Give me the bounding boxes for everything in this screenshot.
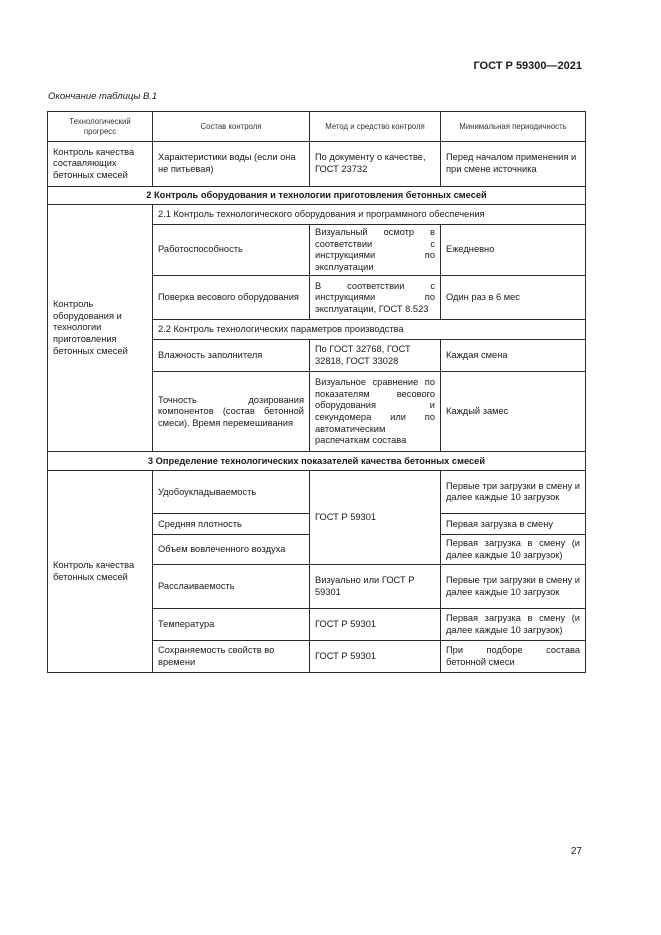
item-cell: Средняя плотность [153,514,310,535]
page-number: 27 [570,846,582,857]
section-title: 3 Определение технологических показателей качества бетонных смесей [48,452,586,471]
item-cell: Температура [153,609,310,641]
method-cell: ГОСТ Р 59301 [310,641,441,673]
period-cell: Первые три загрузки в смену и далее каждые 10 загрузок [441,565,586,609]
item-cell: Объем вовлеченного воздуха [153,535,310,565]
section-row [48,452,586,471]
method-cell: В соответствии с инструкциями по эксплуатации, ГОСТ 8.523 [310,276,441,320]
subsection-title: 2.2 Контроль технологических параметров производства [153,320,586,340]
table-row [48,142,586,187]
subsection-title: 2.1 Контроль технологического оборудования и программного обеспечения [153,205,586,225]
table-row [48,205,586,225]
item-cell: Удобоукладываемость [153,471,310,514]
method-cell: ГОСТ Р 59301 [310,471,441,565]
period-cell: При подборе состава бетонной смеси [441,641,586,673]
item-cell: Поверка весового оборудования [153,276,310,320]
method-cell: Визуальный осмотр в соответствии с инструкциями по эксплуатации [310,225,441,276]
item-cell: Сохраняемость свойств во времени [153,641,310,673]
period-cell: Один раз в 6 мес [441,276,586,320]
method-cell: ГОСТ Р 59301 [310,609,441,641]
item-cell: Характеристики воды (если она не питьевая) [153,142,310,187]
period-cell: Первая загрузка в смену (и далее каждые 10 загрузок) [441,535,586,565]
item-cell: Расслаиваемость [153,565,310,609]
period-cell: Перед началом применения и при смене источника [441,142,586,187]
table-caption: Окончание таблицы В.1 [48,91,158,102]
process-cell: Контроль качества бетонных смесей [48,471,153,673]
control-table [47,111,586,673]
section-title: 2 Контроль оборудования и технологии приготовления бетонных смесей [48,187,586,205]
period-cell: Каждая смена [441,340,586,372]
section-row [48,187,586,205]
item-cell: Работоспособность [153,225,310,276]
period-cell: Первые три загрузки в смену и далее каждые 10 загрузок [441,471,586,514]
period-cell: Первая загрузка в смену (и далее каждые 10 загрузок) [441,609,586,641]
period-cell: Первая загрузка в смену [441,514,586,535]
period-cell: Ежедневно [441,225,586,276]
table-row [48,471,586,514]
method-cell: Визуально или ГОСТ Р 59301 [310,565,441,609]
method-cell: По документу о качестве, ГОСТ 23732 [310,142,441,187]
column-header: Метод и средство контроля [310,112,441,142]
period-cell: Каждый замес [441,372,586,452]
method-cell: Визуальное сравнение по показателям весового оборудования и секундомера или по автоматическим распечаткам состава [310,372,441,452]
process-cell: Контроль оборудования и технологии приготовления бетонных смесей [48,205,153,452]
item-cell: Точность дозирования компонентов (состав бетонной смеси). Время перемешивания [153,372,310,452]
document-standard-number: ГОСТ Р 59300—2021 [473,60,582,72]
column-header: Состав контроля [153,112,310,142]
table-header-row [48,112,586,142]
item-cell: Влажность заполнителя [153,340,310,372]
column-header: Технологический прогресс [48,112,153,142]
process-cell: Контроль качества составляющих бетонных смесей [48,142,153,187]
column-header: Минимальная периодичность [441,112,586,142]
method-cell: По ГОСТ 32768, ГОСТ 32818, ГОСТ 33028 [310,340,441,372]
